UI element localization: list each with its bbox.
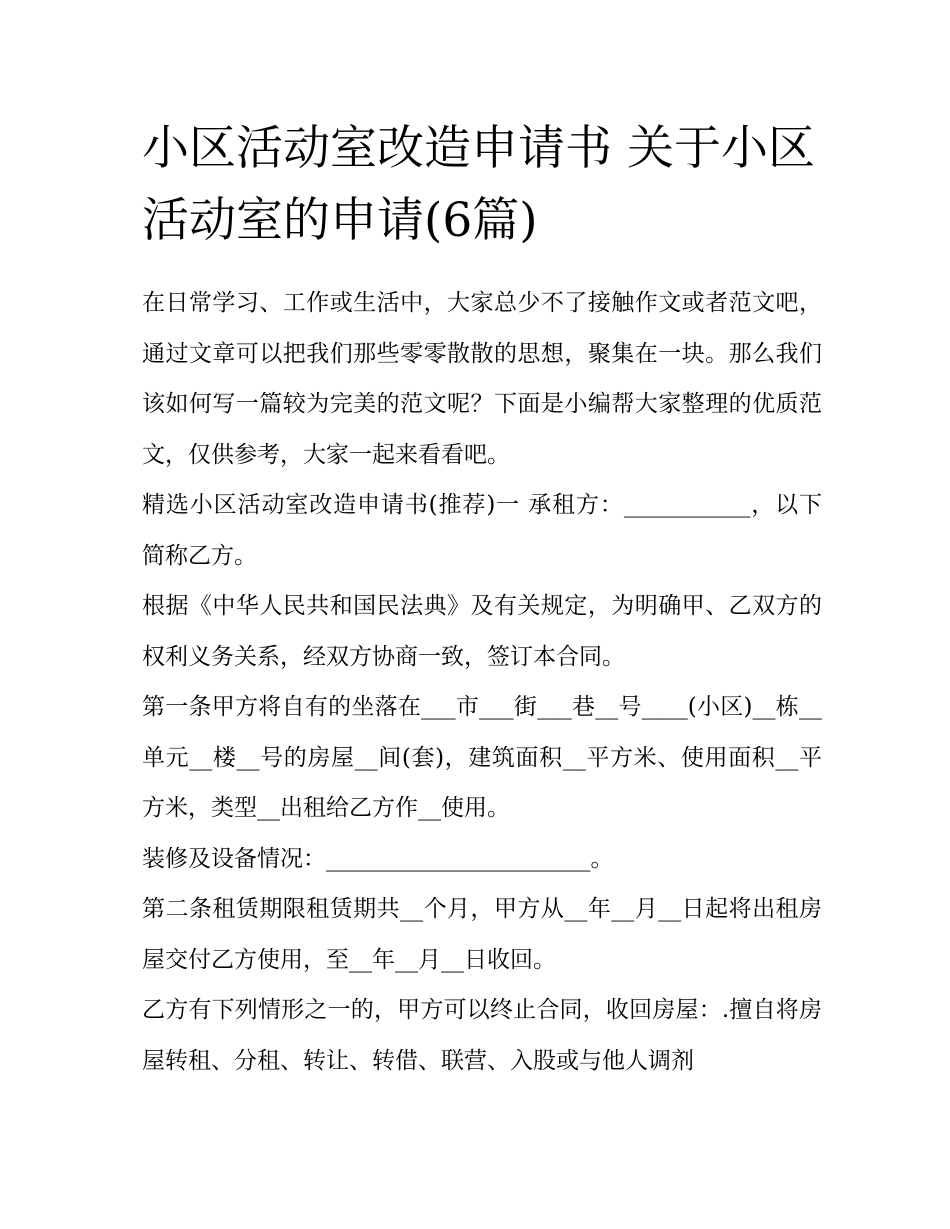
decoration-paragraph: 装修及设备情况：_______________________。	[142, 845, 614, 872]
intro-paragraph: 在日常学习、工作或生活中，大家总少不了接触作文或者范文吧，通过文章可以把我们那些零零散散的思想，聚集在一块。那么我们该如何写一篇较为完美的范文呢？下面是小编帮大家整理的优质范文，仅供参考，大家一起来看看吧。	[142, 290, 822, 468]
legal-basis-paragraph: 根据《中华人民共和国民法典》及有关规定，为明确甲、乙双方的权利义务关系，经双方协商一致，签订本合同。	[142, 593, 822, 670]
termination-paragraph: 乙方有下列情形之一的，甲方可以终止合同，收回房屋：.擅自将房屋转租、分租、转让、转借、联营、入股或与他人调剂	[142, 997, 822, 1074]
document-title: 小区活动室改造申请书 关于小区活动室的申请(6篇)	[142, 121, 815, 248]
article-two-paragraph: 第二条租赁期限租赁期共__个月，甲方从__年__月__日起将出租房屋交付乙方使用，至__年__月__日收回。	[142, 896, 822, 973]
document-body	[142, 278, 822, 1086]
lessee-paragraph: 精选小区活动室改造申请书(推荐)一 承租方：___________，以下简称乙方。	[142, 492, 822, 569]
article-one-paragraph: 第一条甲方将自有的坐落在___市___街___巷__号____(小区)__栋__单元__楼__号的房屋__间(套)，建筑面积__平方米、使用面积__平方米，类型__出租给乙方作__使用。	[142, 694, 822, 821]
